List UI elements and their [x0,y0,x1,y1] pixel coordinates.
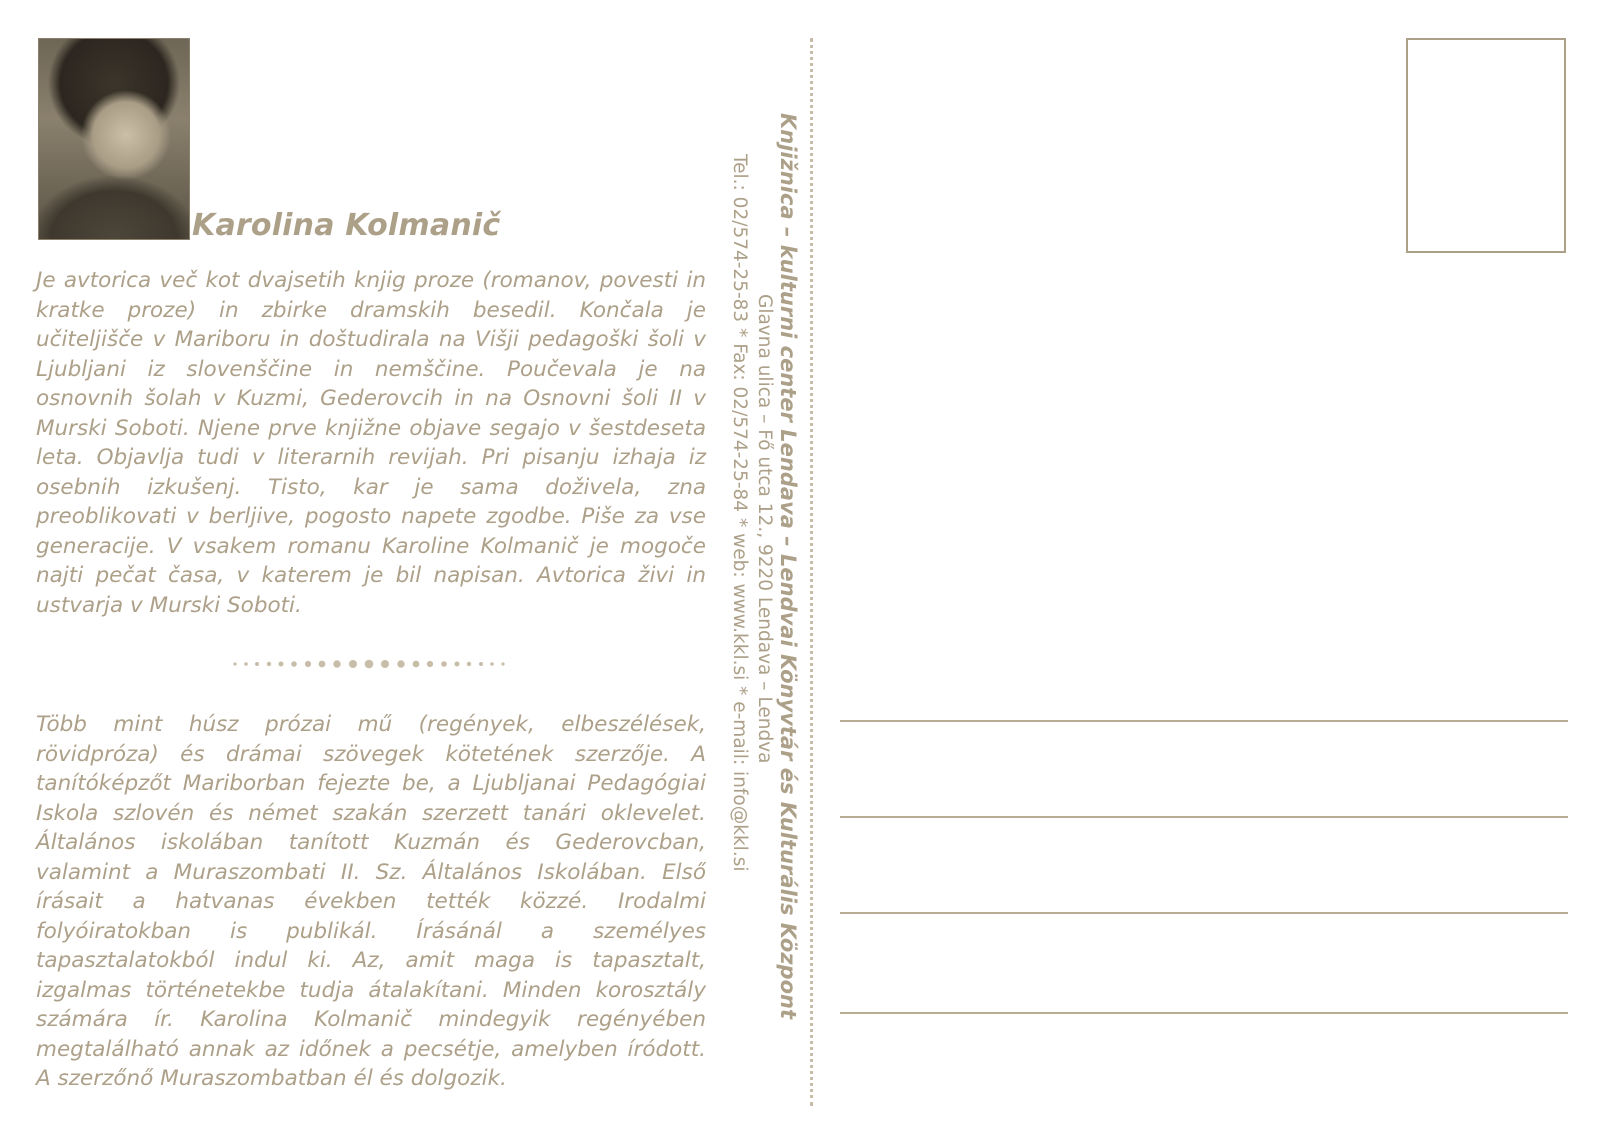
author-name: Karolina Kolmanič [192,208,501,243]
publisher-contact: Tel.: 02/574-25-83 * Fax: 02/574-25-84 * web: www.kkl.si * e-mail: info@kkl.si [729,154,750,872]
author-photo [38,38,190,240]
address-line [840,816,1568,818]
bio-hungarian: Több mint húsz prózai mű (regények, elbeszélések, rövidpróza) és drámai szövegek kötetének szerzője. A tanítóképzőt Mariborban fejezte be, a Ljubljanai Pedagógiai Iskola szlovén és német szakán szerzett tanári oklevelet. Általános iskolában tanított Kuzmán és Gederovcban, valamint a Muraszombati II. Sz. Általános Iskolában. Első írásait a hatvanas években tették közzé. Irodalmi folyóiratokban is publikál. Írásánál a személyes tapasztalatokból indul ki. Az, amit maga is tapasztalt, izgalmas történetekbe tudja átalakítani. Minden korosztály számára ír. Karolina Kolmanič mindegyik regényében megtalálható annak az időnek a pecsétje, amelyben íródott. A szerzőnő Muraszombatban él és dolgozik. [36,712,706,1091]
address-line [840,720,1568,722]
stamp-box [1406,38,1566,253]
address-line [840,912,1568,914]
address-line [840,1012,1568,1014]
vertical-divider [810,38,813,1106]
publisher-name: Knjižnica – kulturni center Lendava – Lendvai Könyvtár és Kulturális Központ [776,113,800,1020]
dotted-separator [232,658,512,670]
publisher-address: Glavna ulica – Fő utca 12., 9220 Lendava – Lendva [754,294,775,764]
bio-slovenian: Je avtorica več kot dvajsetih knjig proze (romanov, povesti in kratke proze) in zbirke dramskih besedil. Končala je učiteljišče v Mariboru in doštudirala na Višji pedagoški šoli v Ljubljani iz slovenščine in nemščine. Poučevala je na osnovnih šolah v Kuzmi, Gederovcih in na Osnovni šoli II v Murski Soboti. Njene prve knjižne objave segajo v šestdeseta leta. Objavlja tudi v literarnih revijah. Pri pisanju izhaja iz osebnih izkušenj. Tisto, kar je sama doživela, zna preoblikovati v berljive, pogosto napete zgodbe. Piše za vse generacije. V vsakem romanu Karoline Kolmanič je mogoče najti pečat časa, v katerem je bil napisan. Avtorica živi in ustvarja v Murski Soboti. [36,268,706,618]
